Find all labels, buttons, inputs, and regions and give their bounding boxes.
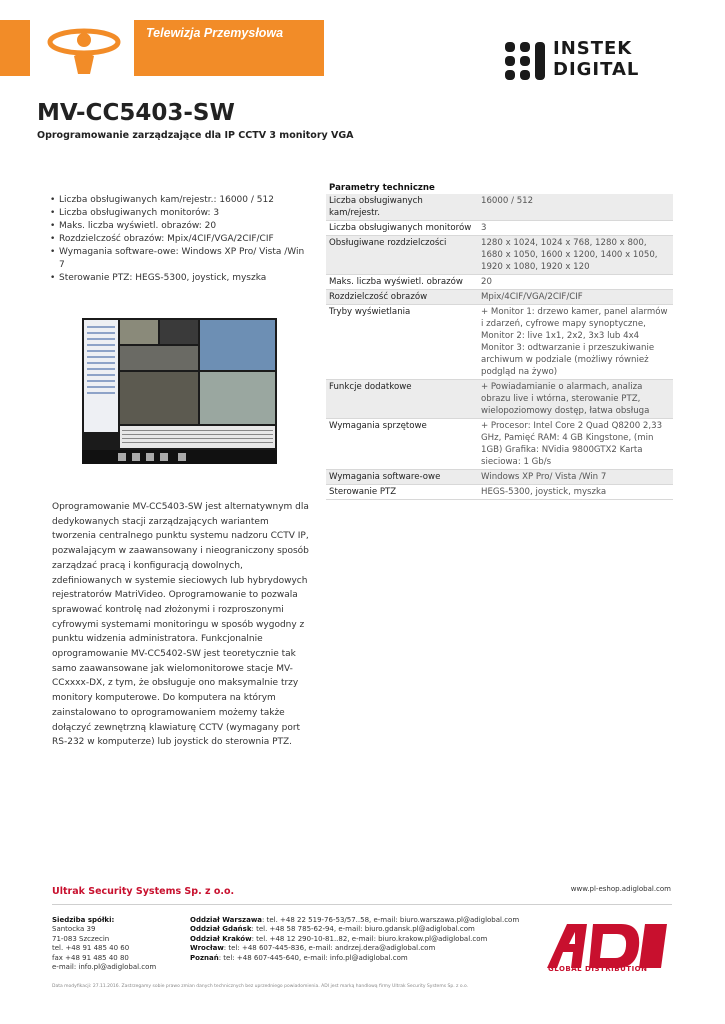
feature-list (50, 194, 312, 285)
hq-line: fax +48 91 485 40 80 (52, 953, 129, 962)
product-subtitle: Oprogramowanie zarządzające dla IP CCTV 3 monitory VGA (37, 130, 354, 141)
spec-key: Rozdzielczość obrazów (326, 290, 478, 305)
hq-line: 71-083 Szczecin (52, 934, 110, 943)
hq-line: e-mail: info.pl@adiglobal.com (52, 963, 157, 972)
feature-item: • Maks. liczba wyświetl. obrazów: 20 (50, 220, 312, 233)
feature-item: • Wymagania software-owe: Windows XP Pro/ Vista /Win 7 (50, 246, 312, 272)
product-title: MV-CC5403-SW (37, 100, 235, 126)
feature-item: • Liczba obsługiwanych monitorów: 3 (50, 207, 312, 220)
company-name: Ultrak Security Systems Sp. z o.o. (52, 886, 235, 897)
disclaimer-text: Data modyfikacji: 27.11.2016. Zastrzegamy sobie prawo zmian danych technicznych bez uprzedniego powiadomienia. ADI jest marką handlową firmy Ultrak Security Systems Sp. z o.o. (52, 984, 469, 989)
instek-icon (503, 38, 549, 84)
eye-logo (38, 20, 130, 76)
banner-text: Telewizja Przemysłowa (146, 26, 284, 40)
camera-view (200, 372, 275, 424)
spec-value: Windows XP Pro/ Vista /Win 7 (478, 470, 673, 485)
footer-divider (52, 904, 672, 905)
camera-view (120, 320, 158, 344)
branch-line (190, 925, 535, 934)
spec-table (326, 182, 673, 500)
spec-key: Tryby wyświetlania (326, 305, 478, 380)
spec-key: Sterowanie PTZ (326, 485, 478, 500)
branch-line (190, 944, 535, 953)
table-row (326, 275, 673, 290)
hq-line: tel. +48 91 485 40 60 (52, 944, 130, 953)
spec-key: Liczba obsługiwanych monitorów (326, 221, 478, 236)
spec-value: + Monitor 1: drzewo kamer, panel alarmów i zdarzeń, cyfrowe mapy synoptyczne, Monitor 2: live 1x1, 2x2, 3x3 lub 4x4 Monitor 3: odtwarzanie i przeszukiwanie archiwum w podziale (możliwy również podgląd na żywo) (478, 305, 673, 380)
feature-item: • Liczba obsługiwanych kam/rejestr.: 16000 / 512 (50, 194, 312, 207)
hq-title: Siedziba spółki: (52, 916, 115, 924)
spec-key: Obsługiwane rozdzielczości (326, 236, 478, 275)
branch-name: Oddział Warszawa (190, 916, 263, 924)
screenshot-toolbar (82, 450, 277, 464)
headquarters-block (52, 916, 187, 972)
header-accent-block (0, 20, 30, 76)
spec-value: + Powiadamianie o alarmach, analiza obrazu live i wtórna, sterowanie PTZ, wielopoziomowy dostęp, łatwa obsługa (478, 380, 673, 419)
spec-key: Wymagania software-owe (326, 470, 478, 485)
branch-contact: : tel. +48 58 785-62-94, e-mail: biuro.gdansk.pl@adiglobal.com (251, 925, 475, 934)
branch-contact: : tel: +48 607-445-836, e-mail: andrzej.dera@adiglobal.com (223, 944, 436, 953)
branch-contact: : tel: +48 607-445-640, e-mail: info.pl@adiglobal.com (218, 953, 408, 962)
table-row (326, 236, 673, 275)
spec-key: Liczba obsługiwanych kam/rejestr. (326, 194, 478, 221)
branches-block (190, 916, 535, 963)
table-row (326, 485, 673, 500)
branch-name: Oddział Kraków (190, 934, 252, 943)
event-log-panel (120, 426, 275, 448)
hq-line: Santocka 39 (52, 925, 96, 934)
adi-tagline: GLOBAL DISTRIBUTION (548, 965, 648, 973)
table-row (326, 290, 673, 305)
spec-value: 3 (478, 221, 673, 236)
spec-value: 20 (478, 275, 673, 290)
feature-item: • Rozdzielczość obrazów: Mpix/4CIF/VGA/2CIF/CIF (50, 233, 312, 246)
spec-key: Maks. liczba wyświetl. obrazów (326, 275, 478, 290)
camera-view (120, 372, 198, 424)
table-row (326, 221, 673, 236)
spec-key: Wymagania sprzętowe (326, 419, 478, 470)
spec-value: + Procesor: Intel Core 2 Quad Q8200 2,33 GHz, Pamięć RAM: 4 GB Kingstone, (min 1GB) Grafika: NVidia 9800GTX2 Karta sieciowa: 1 Gb/s (478, 419, 673, 470)
branch-name: Poznań (190, 953, 219, 962)
product-description: Oprogramowanie MV-CC5403-SW jest alternatywnym dla dedykowanych stacji zarządzających wariantem tworzenia centralnego punktu systemu nadzoru CCTV IP, pozwalającym w zaawansowany i nieograniczony sposób zarządzać pracą i konfiguracją dowolnych, zdefiniowanych w systemie sieciowych lub hybrydowych rejestratorów MatriVideo. Oprogramowanie to pozwala sprawować kontrolę nad złożonymi i rozproszonymi cyfrowymi systemami monitoringu w sposób wygodny z punktu widzenia administratora. Funkcjonalnie oprogramowanie MV-CC5402-SW jest teoretycznie tak samo zaawansowane jak wielomonitorowe stacje MV-CCxxxx-DX, z tym, że obsługuje ono maksymalnie trzy monitory komputerowe. Do komputera na którym zainstalowano to oprogramowaniem możemy także dołączyć zewnętrzną klawiaturę CCTV (wymagany port RS-232 w komputerze) lub joystick do sterownia PTZ. (52, 502, 309, 748)
table-row (326, 380, 673, 419)
camera-view (120, 346, 198, 370)
instek-digital-logo (503, 38, 673, 88)
spec-value: 1280 x 1024, 1024 x 768, 1280 x 800, 1680 x 1050, 1600 x 1200, 1400 x 1050, 1920 x 1080, 1920 x 120 (478, 236, 673, 275)
table-row (326, 470, 673, 485)
software-screenshot (82, 318, 277, 464)
eshop-link[interactable]: www.pl-eshop.adiglobal.com (570, 885, 671, 893)
table-row (326, 419, 673, 470)
brand-line-2: DIGITAL (553, 59, 640, 80)
camera-tree-panel (84, 320, 118, 432)
branch-line (190, 916, 535, 925)
camera-view (160, 320, 198, 344)
spec-value: HEGS-5300, joystick, myszka (478, 485, 673, 500)
spec-value: Mpix/4CIF/VGA/2CIF/CIF (478, 290, 673, 305)
branch-contact: : tel. +48 12 290-10-81..82, e-mail: biuro.krakow.pl@adiglobal.com (251, 934, 488, 943)
branch-contact: : tel. +48 22 519-76-53/57..58, e-mail: biuro.warszawa.pl@adiglobal.com (262, 916, 520, 924)
spec-key: Funkcje dodatkowe (326, 380, 478, 419)
branch-name: Wrocław (190, 944, 224, 953)
feature-item: • Sterowanie PTZ: HEGS-5300, joystick, myszka (50, 272, 312, 285)
table-row (326, 194, 673, 221)
spec-value: 16000 / 512 (478, 194, 673, 221)
table-row (326, 305, 673, 380)
branch-line (190, 954, 535, 963)
header-banner (134, 20, 324, 76)
branch-name: Oddział Gdańsk (190, 925, 252, 934)
camera-view (200, 320, 275, 370)
spec-table-heading: Parametry techniczne (326, 182, 673, 194)
branch-line (190, 935, 535, 944)
brand-line-1: INSTEK (553, 38, 633, 59)
